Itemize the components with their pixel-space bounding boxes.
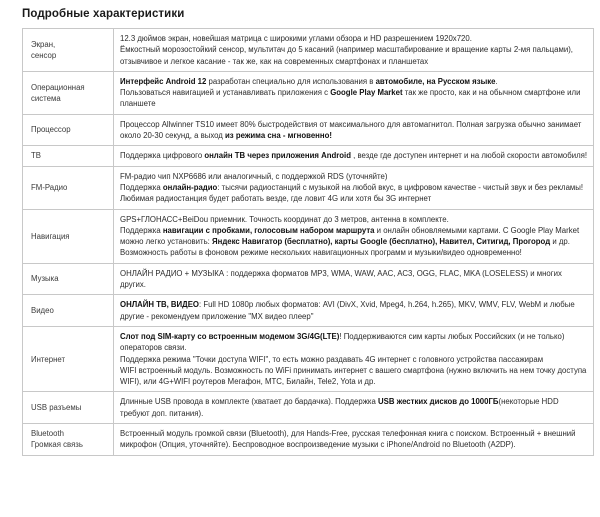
spec-value-text: : тысячи радиостанций с музыкой на любой вкус, в цифровом качестве - чистый звук и без рекламы! Любимая радиостанция будет работать везде, где ловит 4G или хотя бы 3G интернет [120,182,584,204]
table-row [23,209,594,263]
spec-value-emphasis: Google Play Market [330,88,403,98]
spec-value-text: и онлайн обновляемыми картами. С Google Play Market можно легко установить: [120,225,580,247]
spec-value-text: так же просто, как и на обычном смартфоне или планшете [120,88,581,109]
table-row [23,114,594,146]
spec-value-text: Встроенный модуль громкой связи (Bluetooth), для Hands-Free, русская телефонная книга с поиском. Встроенный + внешний микрофон (Опция, уточняйте). Беспроводное воспроизведение музыки с iPhone/Android по Bluetooth (A2DP). [120,429,576,450]
spec-value-emphasis: навигации с пробками, голосовым набором маршрута [162,225,375,235]
spec-value-cell [114,295,594,327]
spec-value-paragraph [120,299,588,322]
spec-parameter-cell [23,71,114,114]
spec-value-emphasis: онлайн ТВ через приложения Android [204,151,351,161]
spec-value-emphasis: онлайн-радио [162,182,218,192]
spec-value-cell [114,71,594,114]
spec-value-emphasis: автомобиле, на Русском языке [375,76,496,86]
spec-parameter-line: сенсор [31,50,57,60]
spec-value-emphasis: USB жестких дисков до 1000ГБ [378,397,499,407]
spec-value-text: GPS+ГЛОНАСС+BeiDou приемник. Точность координат до 3 метров, антенна в комплекте. [120,214,449,224]
spec-value-text: и др. Возможность работы в фоновом режиме нескольких навигационных программ и музыки/видео одновременно! [120,237,570,258]
spec-parameter-line: Интернет [31,354,66,364]
table-row [23,424,594,456]
spec-parameter-cell [23,424,114,456]
spec-parameter-line: Видео [31,305,54,315]
spec-parameter-line: USB разъемы [31,403,82,413]
spec-value-text: ОНЛАЙН РАДИО + МУЗЫКА : поддержка форматов MP3, WMA, WAW, AAC, AC3, OGG, FLAC, MKA (LOSELESS) и многих других. [120,268,562,290]
spec-value-emphasis: ОНЛАЙН ТВ, ВИДЕО [120,300,199,310]
spec-value-paragraph [120,119,588,142]
spec-value-text: (некоторые HDD требуют доп. питания). [120,397,559,418]
spec-value-text: ! Поддерживаются сим карты любых Российских (и не только) операторов связи. [120,331,565,353]
spec-value-cell [114,326,594,391]
spec-value-paragraph [120,428,588,451]
spec-value-text: Поддержка цифрового [120,151,205,161]
specifications-table-body [23,29,594,456]
table-row [23,146,594,166]
spec-value-cell [114,166,594,209]
spec-value-cell [114,424,594,456]
spec-value-paragraph [120,182,588,205]
spec-value-text: . [495,76,498,86]
spec-value-paragraph [120,354,588,365]
spec-value-text: Процессор Allwinner TS10 имеет 80% быстродействия от максимального для автомагнитол. Полная загрузка обычно занимает около 20-30 секунд, а выход [120,119,582,141]
spec-parameter-line: система [31,93,61,103]
spec-parameter-line: Процессор [31,125,71,135]
spec-parameter-cell [23,295,114,327]
spec-value-text: : Full HD 1080p любых форматов: AVI (DivX, Xvid, Mpeg4, h.264, h.265), MKV, WMV, FLV, WebM и любые другие - рекомендуем приложение "MX видео плеер" [120,300,575,321]
spec-value-paragraph [120,33,588,44]
spec-value-paragraph [120,268,588,291]
table-row [23,166,594,209]
spec-value-emphasis: из режима сна - мгновенно! [225,131,332,141]
spec-parameter-cell [23,209,114,263]
spec-parameter-line: Громкая связь [31,440,83,450]
spec-value-paragraph [120,76,588,87]
table-row [23,295,594,327]
spec-parameter-line: Музыка [31,274,59,284]
spec-parameter-line: Операционная [31,82,85,92]
spec-parameter-cell [23,263,114,295]
spec-value-text: WIFI встроенный модуль. Возможность по WiFi принимать интернет с вашего смартфона (нужно включить на нем точку доступа WIFI), или 4G+WIFI роутеров Мегафон, МТС, Билайн, Tele2, Yota и др. [120,365,587,387]
spec-value-text: Пользоваться навигацией и устанавливать приложения с [120,88,331,98]
spec-value-text: 12.3 дюймов экран, новейшая матрица с широкими углами обзора и HD разрешением 1920x720. [120,34,472,43]
spec-parameter-cell [23,326,114,391]
spec-value-paragraph [120,150,588,161]
spec-parameter-line: Bluetooth [31,429,64,439]
spec-value-text: Поддержка [120,182,163,192]
spec-value-text: Поддержка режима "Точки доступа WIFI", то есть можно раздавать 4G интернет с головного устройства пассажирам [120,354,544,364]
table-row [23,263,594,295]
spec-value-paragraph [120,44,588,67]
page-title: Подробные характеристики [22,8,185,20]
spec-value-paragraph [120,87,588,110]
spec-value-paragraph [120,225,588,259]
spec-value-emphasis: Слот под SIM-карту со встроенным модемом 3G/4G(LTE) [120,331,340,341]
spec-parameter-line: Экран, [31,39,56,49]
spec-value-text: Ёмкостный морозостойкий сенсор, мультитач до 5 касаний (например масштабирование и вращение карты 2-мя пальцами), отзывчивое и легкое касание - так же, как на современных смартфонах и планшетах [120,45,573,66]
specifications-table [22,28,594,456]
spec-parameter-line: Навигация [31,231,70,241]
spec-value-cell [114,209,594,263]
spec-parameter-line: ТВ [31,151,41,161]
spec-parameter-cell [23,114,114,146]
spec-value-text: Поддержка [120,225,163,235]
spec-value-paragraph [120,214,588,225]
spec-value-text: разработан специально для использования в [206,76,376,86]
spec-parameter-cell [23,392,114,424]
spec-value-emphasis: Интерфейс Android 12 [120,76,207,86]
spec-parameter-cell [23,146,114,166]
table-row [23,71,594,114]
spec-value-cell [114,29,594,72]
spec-value-text: , везде где доступен интернет и на любой скорости автомобиля! [350,151,588,161]
table-row [23,29,594,72]
spec-parameter-cell [23,166,114,209]
table-row [23,392,594,424]
spec-parameter-line: FM-Радио [31,182,68,192]
table-row [23,326,594,391]
spec-value-cell [114,263,594,295]
spec-value-paragraph [120,171,588,182]
spec-value-paragraph [120,365,588,388]
spec-value-cell [114,392,594,424]
spec-value-text: Длинные USB провода в комплекте (хватает до бардачка). Поддержка [120,397,379,407]
spec-value-cell [114,114,594,146]
spec-value-paragraph [120,331,588,354]
spec-value-cell [114,146,594,166]
spec-parameter-cell [23,29,114,72]
spec-value-emphasis: Яндекс Навигатор (бесплатно), карты Google (бесплатно), Навител, Ситигид, Прогород [212,237,551,247]
spec-value-text: FM-радио чип NXP6686 или аналогичный, с поддержкой RDS (уточняйте) [120,171,388,181]
spec-value-paragraph [120,396,588,419]
